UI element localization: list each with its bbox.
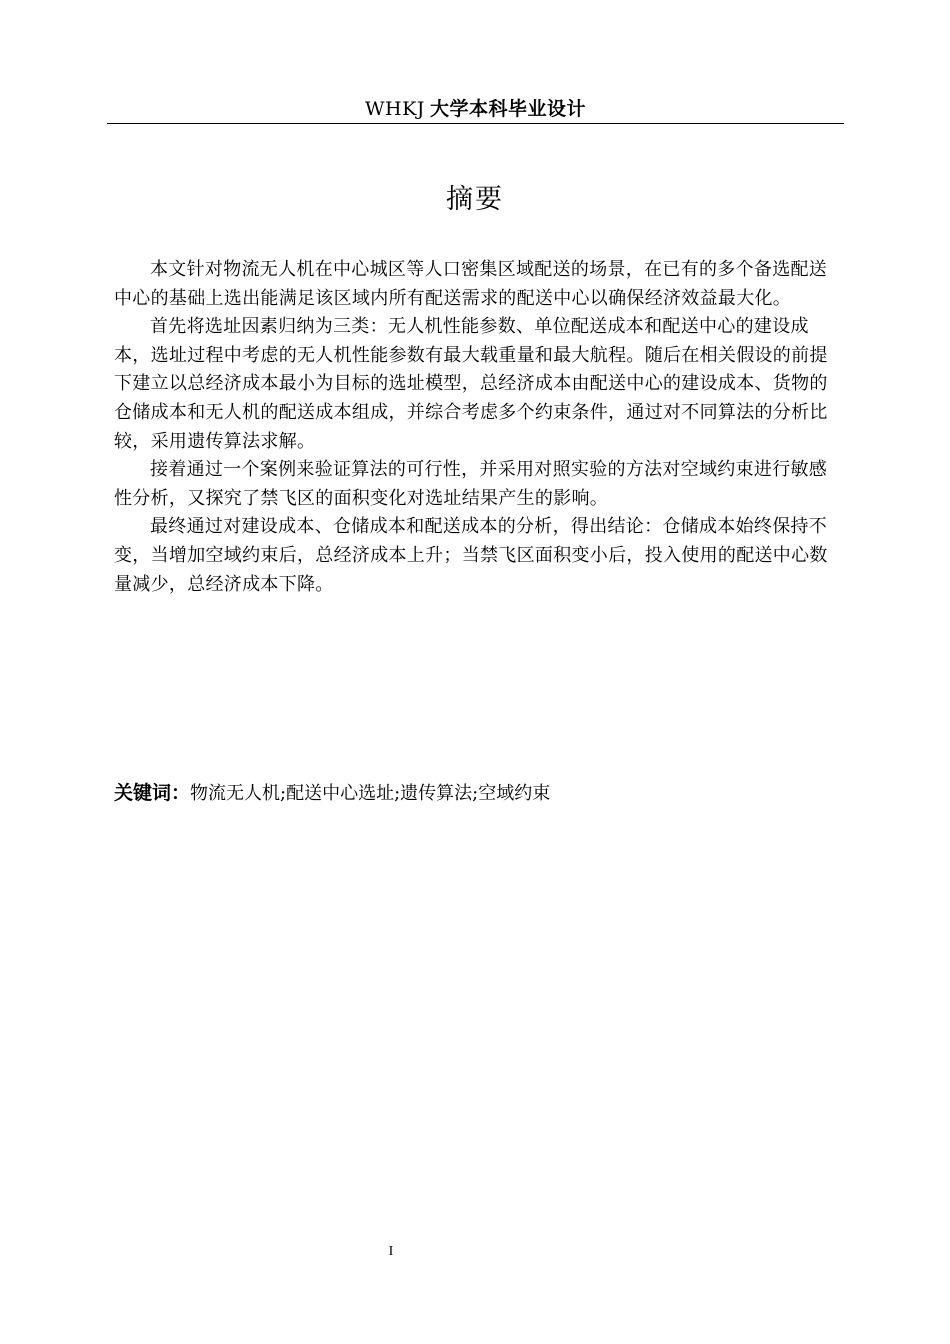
abstract-paragraph-1: 本文针对物流无人机在中心城区等人口密集区域配送的场景，在已有的多个备选配送中心的基础上选出能满足该区域内所有配送需求的配送中心以确保经济效益最大化。 (114, 259, 828, 309)
keywords-line (114, 779, 838, 808)
header-latin-text: WHKJ (364, 98, 425, 120)
header-title-text: 大学本科毕业设计 (430, 98, 587, 120)
abstract-paragraph-3: 接着通过一个案例来验证算法的可行性，并采用对照实验的方法对空域约束进行敏感性分析，又探究了禁飞区的面积变化对选址结果产生的影响。 (114, 459, 828, 509)
abstract-title: 摘要 (446, 184, 504, 215)
abstract-body (114, 256, 838, 599)
abstract-paragraph-4: 最终通过对建设成本、仓储成本和配送成本的分析，得出结论：仓储成本始终保持不变，当增加空域约束后，总经济成本上升；当禁飞区面积变小后，投入使用的配送中心数量减少，总经济成本下降。 (114, 516, 828, 595)
abstract-paragraph-2: 首先将选址因素归纳为三类：无人机性能参数、单位配送成本和配送中心的建设成本，选址过程中考虑的无人机性能参数有最大载重量和最大航程。随后在相关假设的前提下建立以总经济成本最小为目标的选址模型，总经济成本由配送中心的建设成本、货物的仓储成本和无人机的配送成本组成，并综合考虑多个约束条件，通过对不同算法的分析比较，采用遗传算法求解。 (114, 316, 828, 452)
keywords-text: 物流无人机;配送中心选址;遗传算法;空域约束 (190, 783, 551, 804)
keywords-label: 关键词： (114, 782, 191, 804)
page-number: I (388, 1244, 394, 1259)
page-header (107, 96, 844, 124)
